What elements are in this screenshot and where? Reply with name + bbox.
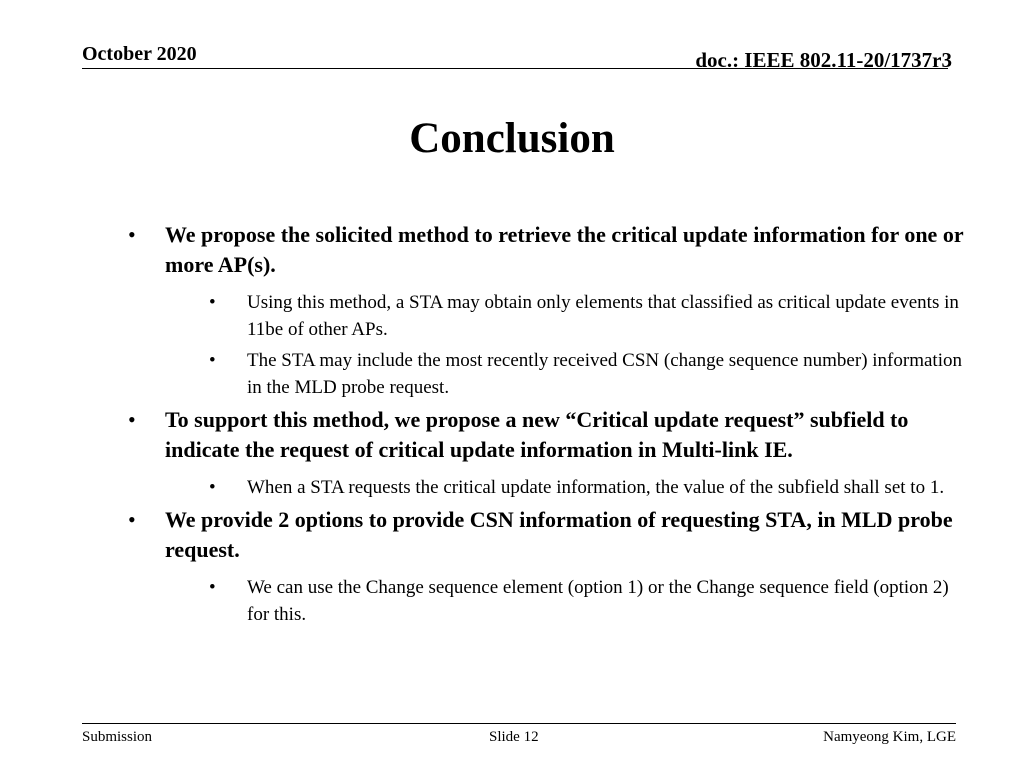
bullet-text: We propose the solicited method to retrieve the critical update information for one or more AP(s). xyxy=(165,222,964,277)
bullet-text: To support this method, we propose a new “Critical update request” subfield to indicate the request of critical update information in Multi-link IE. xyxy=(165,407,909,462)
footer-slide-number: Slide 12 xyxy=(489,729,539,745)
bullet-text: We provide 2 options to provide CSN information of requesting STA, in MLD probe request. xyxy=(165,507,953,562)
header-doc-id: doc.: IEEE 802.11-20/1737r3 xyxy=(695,48,952,72)
sub-bullet-item-3-1 xyxy=(0,574,967,628)
sub-bullet-item-2-1 xyxy=(0,474,967,501)
header-divider xyxy=(82,68,948,69)
footer-submission: Submission xyxy=(82,729,153,745)
bullet-icon: • xyxy=(209,350,216,371)
bullet-icon: • xyxy=(209,477,216,498)
header-date: October 2020 xyxy=(82,43,197,65)
bullet-icon: • xyxy=(209,577,216,598)
bullet-icon: • xyxy=(128,507,136,532)
sub-bullet-item-1-1 xyxy=(0,289,967,343)
bullet-item-3 xyxy=(0,505,965,565)
bullet-item-2 xyxy=(0,405,965,465)
sub-bullet-text: The STA may include the most recently received CSN (change sequence number) information in the MLD probe request. xyxy=(247,350,962,398)
sub-bullet-item-1-2 xyxy=(0,347,967,401)
slide-title: Conclusion xyxy=(409,115,615,162)
bullet-icon: • xyxy=(128,407,136,432)
footer-author: Namyeong Kim, LGE xyxy=(823,729,956,745)
slide-body xyxy=(0,220,1024,628)
footer-divider xyxy=(82,723,956,724)
sub-bullet-text: When a STA requests the critical update information, the value of the subfield shall set to 1. xyxy=(247,477,945,498)
bullet-icon: • xyxy=(209,292,216,313)
bullet-icon: • xyxy=(128,222,136,247)
sub-bullet-text: Using this method, a STA may obtain only elements that classified as critical update events in 11be of other APs. xyxy=(247,292,959,340)
sub-bullet-text: We can use the Change sequence element (option 1) or the Change sequence field (option 2) for this. xyxy=(247,577,949,625)
bullet-item-1 xyxy=(0,220,965,280)
